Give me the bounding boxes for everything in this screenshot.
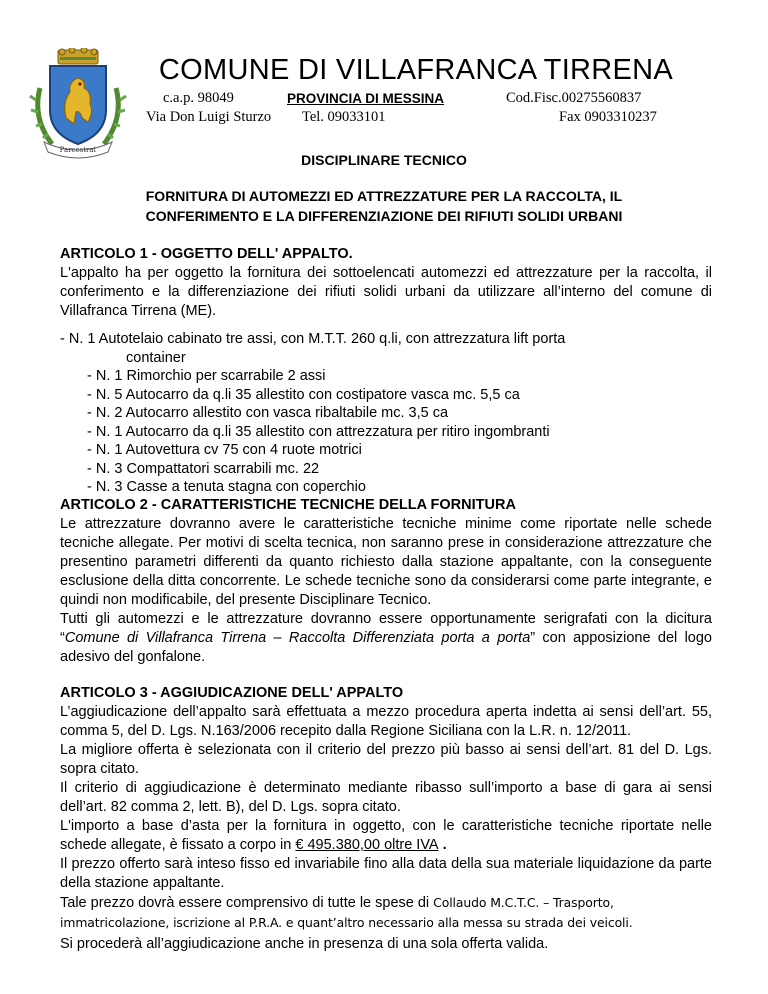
list-item: - N. 1 Autovettura cv 75 con 4 ruote motrici [87, 442, 362, 458]
fax-number: Fax 0903310237 [559, 109, 657, 125]
list-item: - N. 3 Casse a tenuta stagna con coperchio [87, 479, 366, 495]
article-1 [60, 245, 712, 321]
article-3-price-paragraph: L'importo a base d’asta per la fornitura in oggetto, con le caratteristiche tecniche riportate nelle schede allegate, è fissato a corpo in € 495.380,00 oltre IVA . [60, 818, 712, 853]
article-3-costs-paragraph: Tale prezzo dovrà essere comprensivo di tutte le spese di Collaudo M.C.T.C. – Trasporto, immatricolazione, iscrizione al P.R.A. e quant’altro necessario alla messa su strada dei veicoli. [60, 895, 633, 930]
article-2 [60, 496, 712, 667]
svg-text:Parcestrat: Parcestrat [59, 146, 97, 154]
municipality-title: COMUNE DI VILLAFRANCA TIRRENA [158, 54, 674, 86]
list-item: - N. 5 Autocarro da q.li 35 allestito con costipatore vasca mc. 5,5 ca [87, 386, 520, 403]
subject-line: CONFERIMENTO E LA DIFFERENZIAZIONE DEI RIFIUTI SOLIDI URBANI [145, 208, 623, 224]
municipal-crest-icon [22, 48, 134, 160]
list-item: - N. 1 Autotelaio cabinato tre assi, con M.T.T. 260 q.li, con attrezzatura lift porta container [60, 331, 566, 366]
article-3-paragraph: La migliore offerta è selezionata con il criterio del prezzo più basso ai sensi dell’art. 81 del D. Lgs. sopra citato. [60, 742, 712, 777]
list-item: - N. 1 Autocarro da q.li 35 allestito con attrezzatura per ritiro ingombranti [87, 423, 550, 440]
article-1-heading: ARTICOLO 1 - OGGETTO DELL' APPALTO. [60, 246, 353, 262]
document-subject [80, 186, 688, 226]
base-price: € 495.380,00 oltre IVA [295, 837, 439, 853]
document-title: DISCIPLINARE TECNICO [301, 152, 467, 168]
article-3-heading: ARTICOLO 3 - AGGIUDICAZIONE DELL' APPALTO [60, 685, 404, 701]
list-item: - N. 1 Rimorchio per scarrabile 2 assi [87, 368, 326, 384]
supply-list [60, 330, 720, 497]
article-3 [60, 684, 712, 954]
tax-code: Cod.Fisc.00275560837 [506, 90, 642, 106]
article-3-paragraph: Il criterio di aggiudicazione è determinato mediante ribasso sull’importo a base di gara ai sensi dell’art. 82 comma 2, lett. B), del D. Lgs. sopra citato. [60, 780, 712, 815]
telephone: Tel. 09033101 [302, 109, 386, 125]
article-3-paragraph: Il prezzo offerto sarà inteso fisso ed invariabile fino alla data della sua materiale liquidazione da parte della stazione appaltante. [60, 856, 712, 891]
list-item: - N. 3 Compattatori scarrabili mc. 22 [87, 460, 320, 477]
province-label: PROVINCIA DI MESSINA [287, 91, 445, 106]
list-item: - N. 2 Autocarro allestito con vasca ribaltabile mc. 3,5 ca [87, 405, 449, 421]
article-3-paragraph: Si procederà all’aggiudicazione anche in presenza di una sola offerta valida. [60, 936, 549, 952]
article-1-text: L'appalto ha per oggetto la fornitura dei sottoelencati automezzi ed attrezzature per la raccolta, il conferimento e la differenziazione dei rifiuti solidi urbani da utilizzare all’interno del comune di Villafranca Tirrena (ME). [60, 265, 712, 319]
address: Via Don Luigi Sturzo [146, 109, 272, 125]
article-2-heading: ARTICOLO 2 - CARATTERISTICHE TECNICHE DELLA FORNITURA [60, 497, 516, 513]
article-2-text: Le attrezzature dovranno avere le caratteristiche tecniche minime come riportate nelle schede tecniche allegate. Per motivi di scelta tecnica, non saranno prese in considerazione attrezzature che presentino parametri differenti da quanto richiesto dalla stazione appaltante, con la conseguente esclusione della ditta concorrente. Le schede tecniche sono da considerarsi come parte integrante, e quindi non modificabile, del presente Disciplinare Tecnico. [60, 516, 712, 608]
article-3-paragraph: L’aggiudicazione dell’appalto sarà effettuata a mezzo procedura aperta indetta ai sensi dell’art. 55, comma 5, del D. Lgs. N.163/2006 recepito dalla Regione Siciliana con la L.R. n. 12/2011. [60, 704, 712, 739]
subject-line: FORNITURA DI AUTOMEZZI ED ATTREZZATURE PER LA RACCOLTA, IL [145, 188, 623, 204]
article-2-serigraphy-text: Tutti gli automezzi e le attrezzature dovranno essere opportunamente serigrafati con la dicitura “Comune di Villafranca Tirrena – Raccolta Differenziata porta a porta” con apposizione del logo adesivo del gonfalone. [60, 611, 712, 665]
postal-code: c.a.p. 98049 [163, 90, 234, 106]
